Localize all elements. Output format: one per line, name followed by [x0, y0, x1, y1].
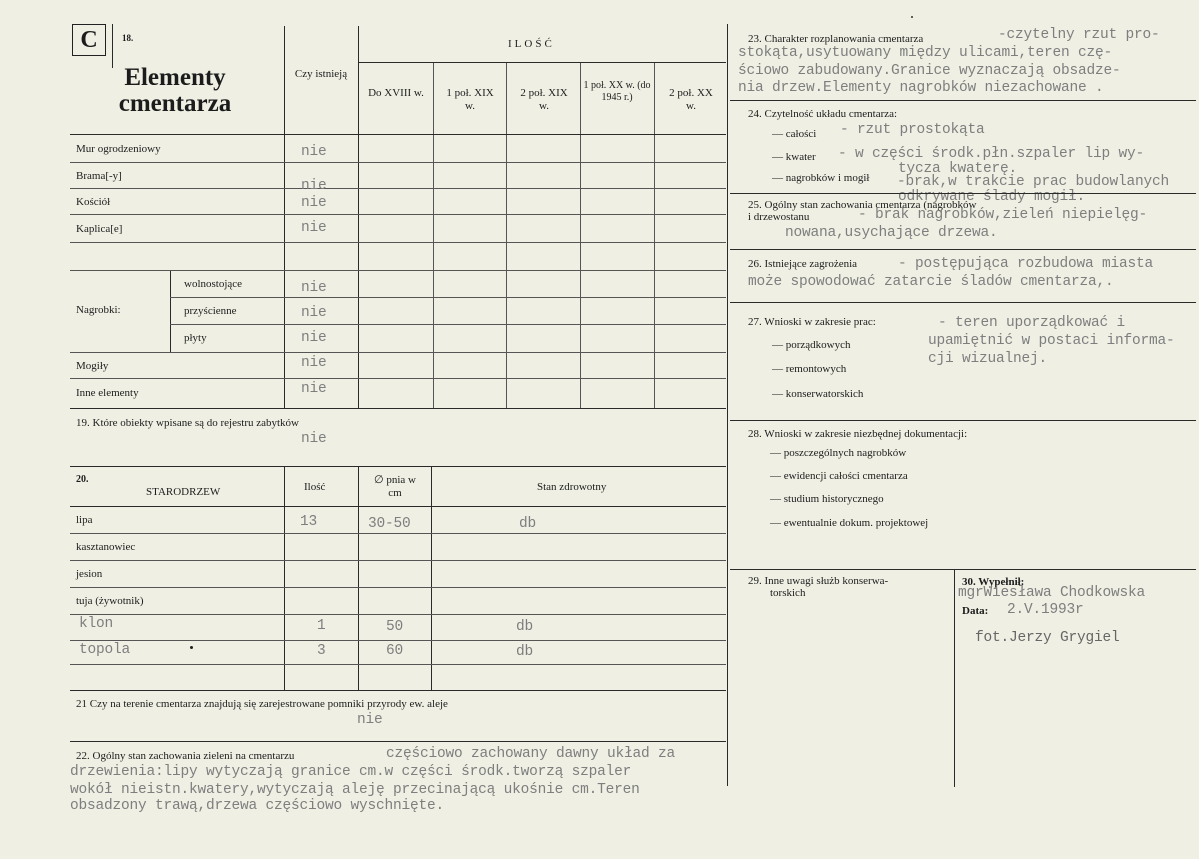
section-number: 18.: [122, 33, 134, 43]
s27-item-cleanup: — porządkowych: [772, 339, 851, 351]
s30-date-value: 2.V.1993r: [1007, 602, 1084, 618]
s30-date-label: Data:: [962, 605, 989, 617]
s24-item-whole: — całości: [772, 128, 817, 140]
s21-label: 21 Czy na terenie cmentarza znajdują się zarejestrowane pomniki przyrody ew. aleje: [76, 698, 448, 710]
s27-value-1: - teren uporządkować i: [938, 315, 1126, 331]
s27-value-3: cji wizualnej.: [928, 351, 1048, 367]
tree-qty-topola: 3: [317, 643, 326, 659]
period-header-2: 1 poł. XIX w.: [446, 87, 494, 112]
s23-line2: stokąta,usytuowany między ulicami,teren czę-: [738, 45, 1113, 61]
exists-wall-mounted: nie: [301, 305, 327, 321]
s28-item-1: — poszczególnych nagrobków: [770, 447, 907, 459]
tree-name-kasztanowiec: kasztanowiec: [76, 541, 136, 553]
s27-value-2: upamiętnić w postaci informa-: [928, 333, 1175, 349]
s19-label: 19. Które obiekty wpisane są do rejestru zabytków: [76, 417, 299, 429]
row-label-graves: Mogiły: [76, 360, 109, 372]
tree-name-lipa: lipa: [76, 514, 93, 526]
tree-diam-lipa: 30-50: [368, 516, 411, 532]
tree-qty-lipa: 13: [300, 514, 318, 530]
s28-item-4: — ewentualnie dokum. projektowej: [770, 517, 929, 529]
row-label-slabs: płyty: [184, 332, 207, 344]
s27-item-conservation: — konserwatorskich: [772, 388, 864, 400]
s25-label-1: 25. Ogólny stan zachowania cmentarza (nagrobków: [748, 199, 977, 211]
trees-header-diam: ∅ pnia w cm: [374, 474, 416, 499]
s23-line1: -czytelny rzut pro-: [998, 27, 1160, 43]
s20-number: 20.: [76, 474, 89, 485]
ink-speck: [911, 16, 913, 18]
exists-other: nie: [301, 381, 327, 397]
tree-name-jesion: jesion: [76, 568, 103, 580]
s27-item-repair: — remontowych: [772, 363, 847, 375]
s22-line1: częściowo zachowany dawny układ za: [386, 746, 676, 762]
s30-filled-by: mgrWiesława Chodkowska: [958, 585, 1146, 601]
s24-item-quarters: — kwater: [772, 151, 816, 163]
section-letter: C: [80, 27, 98, 53]
tree-diam-klon: 50: [386, 619, 404, 635]
period-header-3: 2 poł. XIX w.: [520, 87, 568, 112]
period-header-4: 1 poł. XX w. (do 1945 r.): [583, 80, 651, 103]
row-label-freestanding: wolnostojące: [184, 278, 243, 290]
exists-chapel: nie: [301, 220, 327, 236]
s26-value-1: - postępująca rozbudowa miasta: [898, 256, 1154, 272]
row-label-wall: Mur ogrodzeniowy: [76, 143, 161, 155]
tree-diam-topola: 60: [386, 643, 404, 659]
trees-header-health: Stan zdrowotny: [537, 481, 607, 493]
tree-qty-klon: 1: [317, 618, 326, 634]
exists-graves: nie: [301, 355, 327, 371]
col-exists-header: Czy istnieją: [294, 68, 348, 80]
s23-line3: ściowo zabudowany.Granice wyznaczają obsadze-: [738, 63, 1121, 79]
tree-health-klon: db: [516, 619, 534, 635]
exists-freestanding: nie: [301, 280, 327, 296]
row-label-chapel: Kaplica[e]: [76, 223, 123, 235]
s24-value-quarters-2: tycza kwaterę.: [898, 161, 1018, 177]
s21-value: nie: [357, 712, 383, 728]
s24-value-graves: -brak,w trakcie prac budowlanych: [897, 174, 1170, 190]
s30-label: 30. Wypełnił:: [962, 576, 1025, 588]
row-label-gate: Brama[-y]: [76, 170, 122, 182]
s29-label-2: torskich: [770, 587, 806, 599]
trees-header-species: STARODRZEW: [146, 486, 221, 498]
s25-label-2: i drzewostanu: [748, 211, 810, 223]
s25-value-2: nowana,usychające drzewa.: [785, 225, 998, 241]
trees-header-qty: Ilość: [304, 481, 326, 493]
ink-speck: [190, 646, 193, 649]
s24-item-graves: — nagrobków i mogił: [772, 172, 870, 184]
s26-label: 26. Istniejące zagrożenia: [748, 258, 858, 270]
s24-value-quarters: - w części środk.płn.szpaler lip wy-: [838, 146, 1145, 162]
tree-health-topola: db: [516, 644, 534, 660]
s24-label: 24. Czytelność układu cmentarza:: [748, 108, 898, 120]
s24-value-whole: - rzut prostokąta: [840, 122, 985, 138]
row-label-gravestones: Nagrobki:: [76, 304, 121, 316]
s22-line4: obsadzony trawą,drzewa częściowo wyschnięte.: [70, 798, 445, 814]
title-line2: cmentarza: [118, 90, 232, 118]
s26-value-2: może spowodować zatarcie śladów cmentarza,.: [748, 274, 1114, 290]
s28-item-3: — studium historycznego: [770, 493, 884, 505]
s28-item-2: — ewidencji całości cmentarza: [770, 470, 908, 482]
period-header-1: Do XVIII w.: [368, 87, 424, 99]
s30-photo-credit: fot.Jerzy Grygiel: [975, 630, 1120, 646]
tree-health-lipa: db: [519, 516, 537, 532]
period-header-5: 2 poł. XX w.: [669, 87, 713, 112]
row-label-other: Inne elementy: [76, 387, 139, 399]
s25-value-1: - brak nagrobków,zieleń niepielęg-: [858, 207, 1148, 223]
s29-label-1: 29. Inne uwagi służb konserwa-: [748, 575, 889, 587]
s22-line2: drzewienia:lipy wytyczają granice cm.w części środk.tworzą szpaler: [70, 764, 632, 780]
row-label-church: Kościół: [76, 196, 111, 208]
s23-line4: nia drzew.Elementy nagrobków niezachowane .: [738, 80, 1104, 96]
exists-slabs: nie: [301, 330, 327, 346]
exists-gate: nie: [301, 178, 327, 194]
s23-label: 23. Charakter rozplanowania cmentarza: [748, 33, 924, 45]
tree-name-tuja: tuja (żywotnik): [76, 595, 144, 607]
col-quantity-header: ILOŚĆ: [508, 38, 555, 50]
s22-label: 22. Ogólny stan zachowania zieleni na cmentarzu: [76, 750, 295, 762]
section-letter-box: [72, 24, 106, 56]
s22-line3: wokół nieistn.kwatery,wytyczają aleję przecinającą ukośnie cm.Teren: [70, 782, 640, 798]
title-line1: Elementy: [124, 64, 226, 91]
tree-name-klon: klon: [79, 616, 114, 632]
s19-value: nie: [301, 431, 327, 447]
s27-label: 27. Wnioski w zakresie prac:: [748, 316, 876, 328]
row-label-wall-mounted: przyścienne: [184, 305, 237, 317]
card-title: [90, 65, 260, 118]
s28-label: 28. Wnioski w zakresie niezbędnej dokumentacji:: [748, 428, 968, 440]
tree-name-topola: topola: [79, 642, 131, 658]
exists-church: nie: [301, 195, 327, 211]
s24-value-graves-2: odkrywane ślady mogił.: [898, 189, 1086, 205]
exists-wall: nie: [301, 144, 327, 160]
